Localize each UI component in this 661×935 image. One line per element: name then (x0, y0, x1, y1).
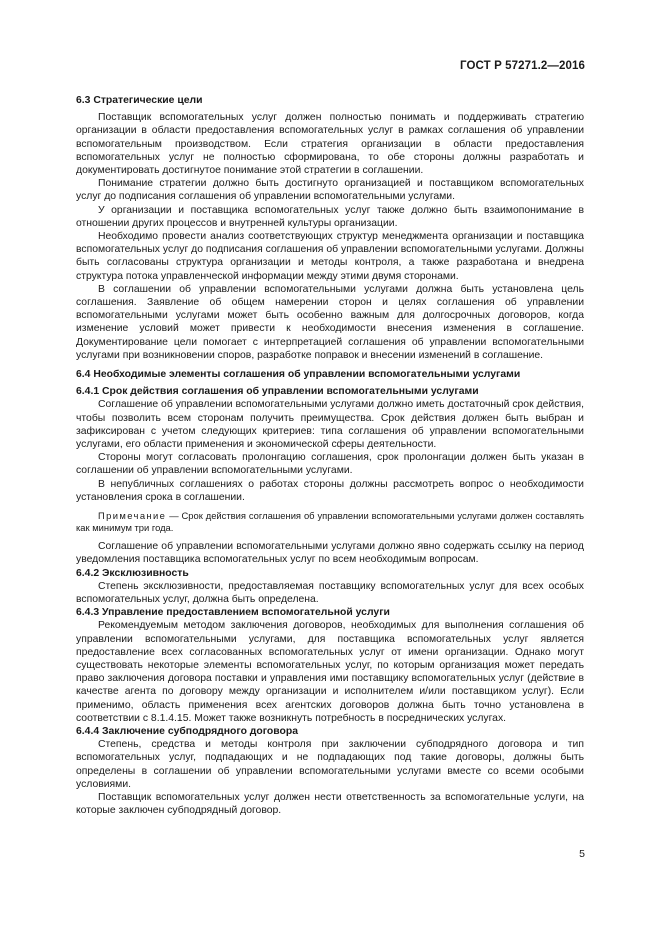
paragraph: Поставщик вспомогательных услуг должен полностью понимать и поддерживать стратегию организации в области предоставления вспомогательных услуг в рамках соглашения об управлении вспомогательным производством. Если стратегия организации в области предоставления вспомогательных услуг не полностью сформирована, то обе стороны должны разработать и документировать достигнутое понимание этой стратегии в соглашении. (76, 112, 584, 177)
page-number: 5 (579, 848, 585, 860)
paragraph: Соглашение об управлении вспомогательными услугами должно иметь достаточный срок действия, чтобы позволить всем сторонам получить преимущества. Срок действия должен быть выбран и зафиксирован с учетом следующих критериев: типа соглашения об управлении вспомогательными услугами, его области применения и экономической сферы деятельности. (76, 399, 584, 451)
paragraph: У организации и поставщика вспомогательных услуг также должно быть взаимопонимание в отношении других процессов и внутренней культуры организации. (76, 204, 584, 229)
document-body (76, 94, 584, 817)
section-heading-6-3: 6.3 Стратегические цели (76, 95, 203, 106)
subsection-heading-6-4-4: 6.4.4 Заключение субподрядного договора (76, 725, 299, 737)
paragraph: Стороны могут согласовать пролонгацию соглашения, срок пролонгации должен быть указан в соглашении об управлении вспомогательными услугами. (76, 452, 584, 477)
paragraph: Степень эксклюзивности, предоставляемая поставщику вспомогательных услуг для всех особых вспомогательных услуг, должна быть определена. (76, 580, 584, 605)
paragraph: Поставщик вспомогательных услуг должен нести ответственность за вспомогательные услуги, на которые заключен субподрядный договор. (76, 791, 584, 817)
paragraph: Понимание стратегии должно быть достигнуто организацией и поставщиком вспомогательных услуг до подписания соглашения об управлении вспомогательными услугами. (76, 178, 584, 203)
paragraph: Степень, средства и методы контроля при заключении субподрядного договора и тип вспомогательных услуг, подпадающих и не подпадающих под такие договоры, должны быть определены в соглашении об управлении вспомогательными услугами вместе со всеми особыми условиями. (76, 739, 584, 790)
note (76, 510, 584, 534)
subsection-heading-6-4-3: 6.4.3 Управление предоставлением вспомогательной услуги (76, 607, 390, 619)
paragraph: В непубличных соглашениях о работах стороны должны рассмотреть вопрос о необходимости установления срока в соглашении. (76, 478, 584, 503)
standard-header: ГОСТ Р 57271.2—2016 (460, 60, 585, 72)
subsection-heading-6-4-2: 6.4.2 Эксклюзивность (76, 567, 189, 579)
paragraph: В соглашении об управлении вспомогательными услугами должна быть установлена цель соглашения. Заявление об общем намерении сторон и целях соглашения об управлении вспомогательными услугами может быть особенно важным для долгосрочных договоров, когда изменение условий может привести к необходимости внесения изменения в соглашение. Документирование цели помогает с интерпретацией соглашения об управлении вспомогательными услугами при возникновении споров, разработке поправок и внесении изменений в соглашение. (76, 283, 584, 361)
paragraph: Соглашение об управлении вспомогательными услугами должно явно содержать ссылку на период уведомления поставщика вспомогательных услуг по всем необходимым вопросам. (76, 541, 584, 566)
subsection-heading-6-4-1: 6.4.1 Срок действия соглашения об управлении вспомогательными услугами (76, 386, 479, 398)
section-heading-6-4: 6.4 Необходимые элементы соглашения об управлении вспомогательными услугами (76, 369, 521, 381)
note-text: — Срок действия соглашения об управлении вспомогательными услугами должен составлять как минимум три года. (76, 510, 584, 534)
note-label: Примечание (98, 510, 167, 522)
paragraph: Рекомендуемым методом заключения договоров, необходимых для выполнения соглашения об управлении вспомогательными услугами, для поставщика вспомогательных услуг является предоставление всех согласованных вспомогательных услуг от имени организации. Однако могут существовать некоторые элементы вспомогательных услуг, по которым организация может передать право заключения договора поставки и управления ими поставщику вспомогательных услуг (действие в качестве агента по договору между организации и исполнителем и/или поставщиком услуг). Если применимо, область применения всех агентских договоров должна быть точно установлена в соответствии с 8.1.4.15. Может также возникнуть потребность в посреднических услугах. (76, 620, 584, 724)
paragraph: Необходимо провести анализ соответствующих структур менеджмента организации и поставщика вспомогательных услуг до подписания соглашения об управлении вспомогательными услугами. Должны быть согласованы структура организации и методы контроля, а также разработана и внедрена структура потока управленческой информации между этими двумя сторонами. (76, 231, 584, 282)
